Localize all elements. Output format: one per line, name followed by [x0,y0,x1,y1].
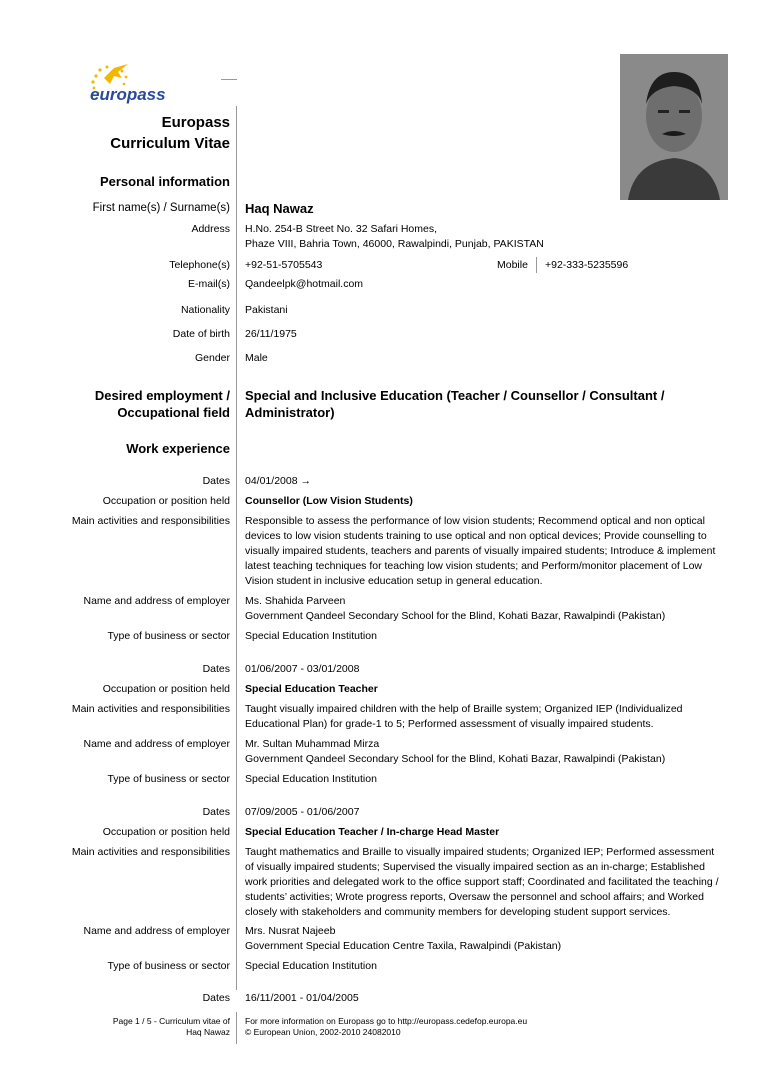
desired-employment-value-line2: Administrator) [245,405,335,420]
job3-business: Special Education Institution [245,960,377,972]
address-line1: H.No. 254-B Street No. 32 Safari Homes, [245,223,437,235]
cv-title-line1: Europass [161,114,230,131]
work-experience-heading: Work experience [126,441,230,456]
footer-page-line2: Haq Nawaz [186,1027,230,1037]
job2-business: Special Education Institution [245,773,377,785]
job1-occupation: Counsellor (Low Vision Students) [245,495,413,507]
personal-information-heading: Personal information [99,174,230,189]
footer-page-info [30,1016,230,1038]
employer-label: Name and address of employer [83,738,230,750]
telephone-label: Telephone(s) [169,259,230,271]
address-label: Address [191,223,230,235]
business-label: Type of business or sector [107,960,230,972]
activities-label: Main activities and responsibilities [71,846,230,858]
job3-activities-line3: work priorities and delegated work to the office support staff; Coordinated and facilitated the teaching / [245,876,719,888]
gender-value: Male [245,352,268,364]
svg-text:europass: europass [90,85,166,104]
desired-employment-label-line2: Occupational field [117,405,230,420]
occupation-label: Occupation or position held [102,495,230,507]
dob-value: 26/11/1975 [245,328,297,340]
job3-activities-line1: Taught mathematics and Braille to visually impaired students; Organized IEP; Performed assessment [245,846,715,858]
dob-label: Date of birth [172,328,230,340]
job1-employer-line2: Government Qandeel Secondary School for the Blind, Kohati Bazar, Rawalpindi (Pakistan) [245,610,666,622]
job2-activities-line1: Taught visually impaired children with the help of Braille system; Organized IEP (Individualized [245,703,683,715]
job3-dates: 07/09/2005 - 01/06/2007 [245,806,360,818]
column-divider [236,106,237,990]
job1-dates: 04/01/2008 → [245,475,311,487]
dates-label: Dates [202,806,230,818]
cv-title-line2: Curriculum Vitae [110,135,230,152]
footer-info-line1[interactable]: For more information on Europass go to http://europass.cedefop.europa.eu [245,1016,528,1026]
name-value: Haq Nawaz [245,201,314,216]
job1-activities-line2: devices to low vision students training to use optical and non optical devices; Provide counselling to [245,530,707,542]
nationality-value: Pakistani [245,304,288,316]
mobile-divider [536,257,537,273]
job2-activities-line2: Educational Plan) for grade-1 to 5; Performed assessment of visually impaired students. [245,718,654,730]
occupation-label: Occupation or position held [102,826,230,838]
job3-employer-line1: Mrs. Nusrat Najeeb [245,925,336,937]
job3-activities-line4: students’ activities; Wrote progress reports, Oversaw the personnel and school affairs; and Worked [245,891,704,903]
business-label: Type of business or sector [107,630,230,642]
job3-activities-line2: of visually impaired students; Supervised the visually impaired section as an in-charge; Established [245,861,705,873]
dates-label: Dates [202,475,230,487]
email-value[interactable]: Qandeelpk@hotmail.com [245,278,364,290]
job2-employer-line2: Government Qandeel Secondary School for the Blind, Kohati Bazar, Rawalpindi (Pakistan) [245,753,666,765]
telephone-value: +92-51-5705543 [245,259,323,271]
footer-divider [236,1012,237,1044]
desired-employment-value-line1: Special and Inclusive Education (Teacher / Counsellor / Consultant / [245,388,665,403]
job1-activities-line1: Responsible to assess the performance of low vision students; Recommend optical and non optical [245,515,705,527]
job2-employer-line1: Mr. Sultan Muhammad Mirza [245,738,380,750]
gender-label: Gender [194,352,230,364]
name-label: First name(s) / Surname(s) [92,202,230,214]
mobile-value: +92-333-5235596 [545,259,629,271]
footer-europass-info [245,1016,527,1038]
job1-activities-line4: latest teaching techniques for teaching low vision students; and Perform/monitor placement of Low [245,560,703,572]
desired-employment-label-line1: Desired employment / [94,388,230,403]
activities-label: Main activities and responsibilities [71,515,230,527]
job4-dates: 16/11/2001 - 01/04/2005 [245,992,359,1004]
job1-activities-line5: Vision student in inclusive education setup in general education. [245,575,543,587]
address-line2: Phaze VIII, Bahria Town, 46000, Rawalpindi, Punjab, PAKISTAN [245,238,544,250]
job1-business: Special Education Institution [245,630,377,642]
footer-info-line2: © European Union, 2002-2010 24082010 [245,1027,401,1037]
employer-label: Name and address of employer [83,595,230,607]
footer-page-line1: Page 1 / 5 - Curriculum vitae of [112,1016,230,1026]
employer-label: Name and address of employer [83,925,230,937]
profile-photo [620,54,728,200]
job3-activities-line5: closely with stakeholders and community members for developing student support services. [245,906,671,918]
job1-activities-line3: visually impaired students, teachers and parents of visually impaired students; Introduce & implement [245,545,716,557]
job2-dates: 01/06/2007 - 03/01/2008 [245,663,360,675]
business-label: Type of business or sector [107,773,230,785]
occupation-label: Occupation or position held [102,683,230,695]
logo-divider [221,79,237,80]
mobile-label: Mobile [497,259,528,271]
job3-occupation: Special Education Teacher / In-charge Head Master [245,826,500,838]
dates-label: Dates [202,992,230,1004]
europass-logo [84,56,184,106]
job1-employer-line1: Ms. Shahida Parveen [245,595,346,607]
activities-label: Main activities and responsibilities [71,703,230,715]
job2-occupation: Special Education Teacher [245,683,378,695]
nationality-label: Nationality [180,304,230,316]
email-label: E-mail(s) [188,278,230,290]
dates-label: Dates [202,663,230,675]
job3-employer-line2: Government Special Education Centre Taxila, Rawalpindi (Pakistan) [245,940,562,952]
